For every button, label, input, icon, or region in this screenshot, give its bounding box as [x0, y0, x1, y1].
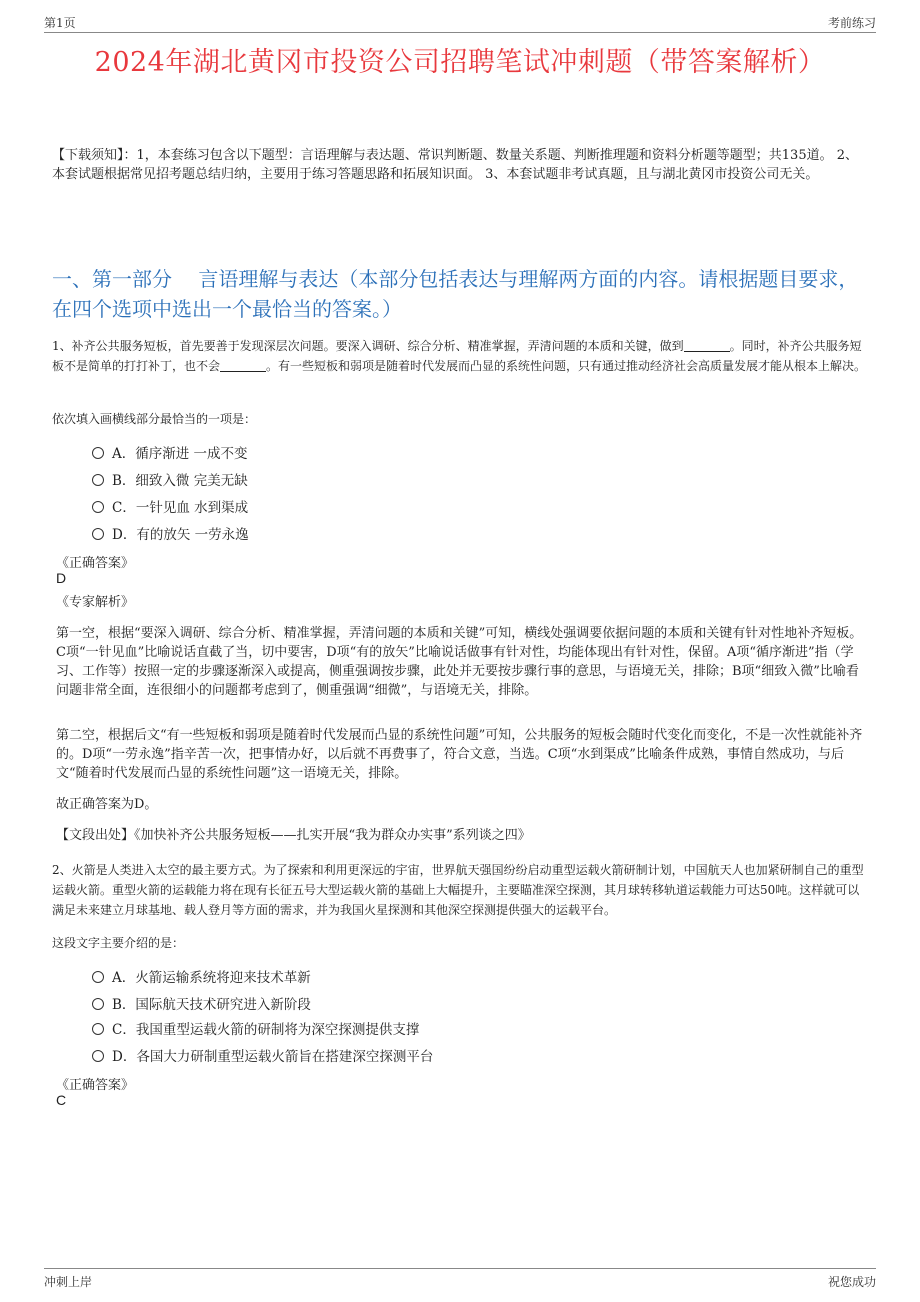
q1-analysis-paragraph-2: 第二空，根据后文“有一些短板和弱项是随着时代发展而凸显的系统性问题”可知，公共服务的短板会随时代变化而变化，不是一次性就能补齐的。D项“一劳永逸”指辛苦一次，把事情办好，以后就不再费事了，符合文意，当选。C项“水到渠成”比喻条件成熟，事情自然成功，与后文“随着时代发展而凸显的系统性问题”这一语境无关，排除。	[56, 728, 863, 781]
footer-right-text: 祝您成功	[827, 1275, 876, 1289]
radio-icon[interactable]	[92, 971, 104, 983]
q1-prompt: 依次填入画横线部分最恰当的一项是：	[52, 412, 257, 426]
question-1-stem	[52, 336, 870, 376]
q1-analysis-label: 《专家解析》	[56, 595, 135, 610]
page-header	[44, 12, 876, 33]
doc-tag: 考前练习	[827, 16, 876, 30]
q1-stem-part-c: 。有一些短板和弱项是随着时代发展而凸显的系统性问题，只有通过推动经济社会高质量发展才能从根本上解决。	[266, 359, 867, 373]
q2-prompt: 这段文字主要介绍的是：	[52, 936, 185, 950]
radio-icon[interactable]	[92, 474, 104, 486]
q1-option-a[interactable]: A．循序渐进 一成不变	[92, 442, 248, 462]
section-heading: 一、第一部分 言语理解与表达（本部分包括表达与理解两方面的内容。请根据题目要求，在四个选项中选出一个最恰当的答案。）	[52, 267, 859, 321]
q1-source: 【文段出处】《加快补齐公共服务短板——扎实开展“我为群众办实事”系列谈之四》	[56, 828, 531, 843]
fill-blank-2	[220, 359, 266, 372]
radio-icon[interactable]	[92, 998, 104, 1010]
q1-option-b[interactable]: B．细致入微 完美无缺	[92, 469, 248, 489]
q1-option-d[interactable]: D．有的放矢 一劳永逸	[92, 523, 249, 543]
q2-option-c[interactable]: C．我国重型运载火箭的研制将为深空探测提供支撑	[92, 1018, 419, 1038]
q1-analysis-paragraph-1: 第一空，根据“要深入调研、综合分析、精准掌握，弄清问题的本质和关键”可知，横线处强调要依据问题的本质和关键有针对性地补齐短板。C项“一针见血”比喻说话直截了当，切中要害，D项“有的放矢”比喻说话做事有针对性，均能体现出有针对性，保留。A项“循序渐进”指（学习、工作等）按照一定的步骤逐渐深入或提高，侧重强调按步骤，此处并无要按步骤行事的意思，与语境无关，排除；B项“细致入微”比喻看问题非常全面，连很细小的问题都考虑到了，侧重强调“细微”，与语境无关，排除。	[56, 626, 863, 698]
radio-icon[interactable]	[92, 1050, 104, 1062]
question-2-stem: 2、火箭是人类进入太空的最主要方式。为了探索和利用更深远的宇宙，世界航天强国纷纷启动重型运载火箭研制计划，中国航天人也加紧研制自己的重型运载火箭。重型火箭的运载能力将在现有长征五号大型运载火箭的基础上大幅提升，主要瞄准深空探测，其月球转移轨道运载能力可达50吨。这样就可以满足未来建立月球基地、载人登月等方面的需求，并为我国火星探测和其他深空探测提供强大的运载平台。	[52, 863, 864, 917]
q1-stem-part-a: 1、补齐公共服务短板，首先要善于发现深层次问题。要深入调研、综合分析、精准掌握，弄清问题的本质和关键，做到	[52, 339, 684, 353]
radio-icon[interactable]	[92, 528, 104, 540]
q1-answer-label: 《正确答案》	[56, 556, 135, 571]
q2-option-a[interactable]: A．火箭运输系统将迎来技术革新	[92, 966, 311, 986]
q1-option-c[interactable]: C．一针见血 水到渠成	[92, 496, 248, 516]
q2-option-b[interactable]: B．国际航天技术研究进入新阶段	[92, 993, 311, 1013]
fill-blank-1	[684, 339, 730, 352]
q1-conclusion: 故正确答案为D。	[56, 797, 158, 812]
page-title: 2024年湖北黄冈市投资公司招聘笔试冲刺题（带答案解析）	[94, 47, 826, 78]
download-notice: 【下载须知】：1，本套练习包含以下题型：言语理解与表达题、常识判断题、数量关系题、判断推理题和资料分析题等题型；共135道。 2、本套试题根据常见招考题总结归纳，主要用于练习答题思路和拓展知识面。 3、本套试题非考试真题，且与湖北黄冈市投资公司无关。	[52, 148, 858, 182]
page-footer	[44, 1268, 876, 1291]
radio-icon[interactable]	[92, 447, 104, 459]
q1-stem-part-b: 。同时，补齐公共服务短板不是简单的打打补丁，也不会	[52, 339, 862, 373]
q2-answer-label: 《正确答案》	[56, 1078, 135, 1093]
page-number: 第1页	[44, 16, 76, 30]
radio-icon[interactable]	[92, 1023, 104, 1035]
q2-answer: C	[56, 1092, 67, 1108]
footer-left-text: 冲刺上岸	[44, 1275, 93, 1289]
q1-answer: D	[56, 570, 67, 586]
q2-option-d[interactable]: D．各国大力研制重型运载火箭旨在搭建深空探测平台	[92, 1045, 433, 1065]
radio-icon[interactable]	[92, 501, 104, 513]
